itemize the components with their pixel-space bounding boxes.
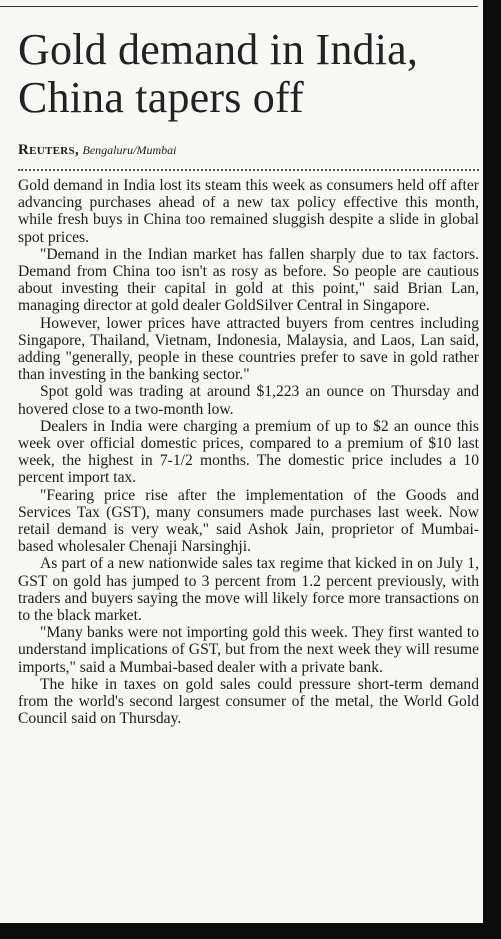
paragraph: "Demand in the Indian market has fallen sharply due to tax factors. Demand from China too isn't as rosy as before. So people are cautious about investing their capital in gold at this point," said Brian Lan, managing director at gold dealer GoldSilver Central in Singapore. (18, 245, 479, 315)
news-article (18, 26, 479, 728)
page-edge-right (483, 0, 501, 939)
paragraph: The hike in taxes on gold sales could pressure short-term demand from the world's second largest consumer of the metal, the World Gold Council said on Thursday. (18, 675, 479, 728)
paragraph: Gold demand in India lost its steam this week as consumers held off after advancing purchases ahead of a new tax policy effective this month, while fresh buys in China too remained sluggish despite a slide in global spot prices. (18, 177, 479, 246)
byline-location: Bengaluru/Mumbai (82, 143, 177, 157)
paragraph: "Many banks were not importing gold this week. They first wanted to understand implications of GST, but from the next week they will resume imports," said a Mumbai-based dealer with a private bank. (18, 624, 479, 676)
paragraph: However, lower prices have attracted buyers from centres including Singapore, Thailand, Vietnam, Indonesia, Malaysia, and Laos, Lan said, adding "generally, people in these countries prefer to save in gold rather than investing in the banking sector." (18, 314, 479, 384)
paragraph: Dealers in India were charging a premium of up to $2 an ounce this week over official domestic prices, compared to a premium of $10 last week, the highest in 7-1/2 months. The domestic price includes a 10 percent import tax. (18, 417, 479, 487)
byline (18, 142, 479, 159)
top-rule (0, 0, 478, 7)
paragraph: Spot gold was trading at around $1,223 an ounce on Thursday and hovered close to a two-month low. (18, 383, 479, 418)
headline: Gold demand in India, China tapers off (18, 25, 419, 122)
article-body (18, 177, 479, 728)
paragraph: "Fearing price rise after the implementation of the Goods and Services Tax (GST), many consumers made purchases last week. Now retail demand is very weak," said Ashok Jain, proprietor of Mumbai-based wholesaler Chenaji Narsinghji. (18, 486, 479, 556)
dotted-divider (18, 169, 479, 171)
byline-agency: Reuters, (18, 142, 79, 158)
page-edge-bottom (0, 923, 501, 939)
paragraph: As part of a new nationwide sales tax regime that kicked in on July 1, GST on gold has jumped to 3 percent from 1.2 percent previously, with traders and buyers saying the move will likely force more transactions on to the black market. (18, 555, 479, 625)
